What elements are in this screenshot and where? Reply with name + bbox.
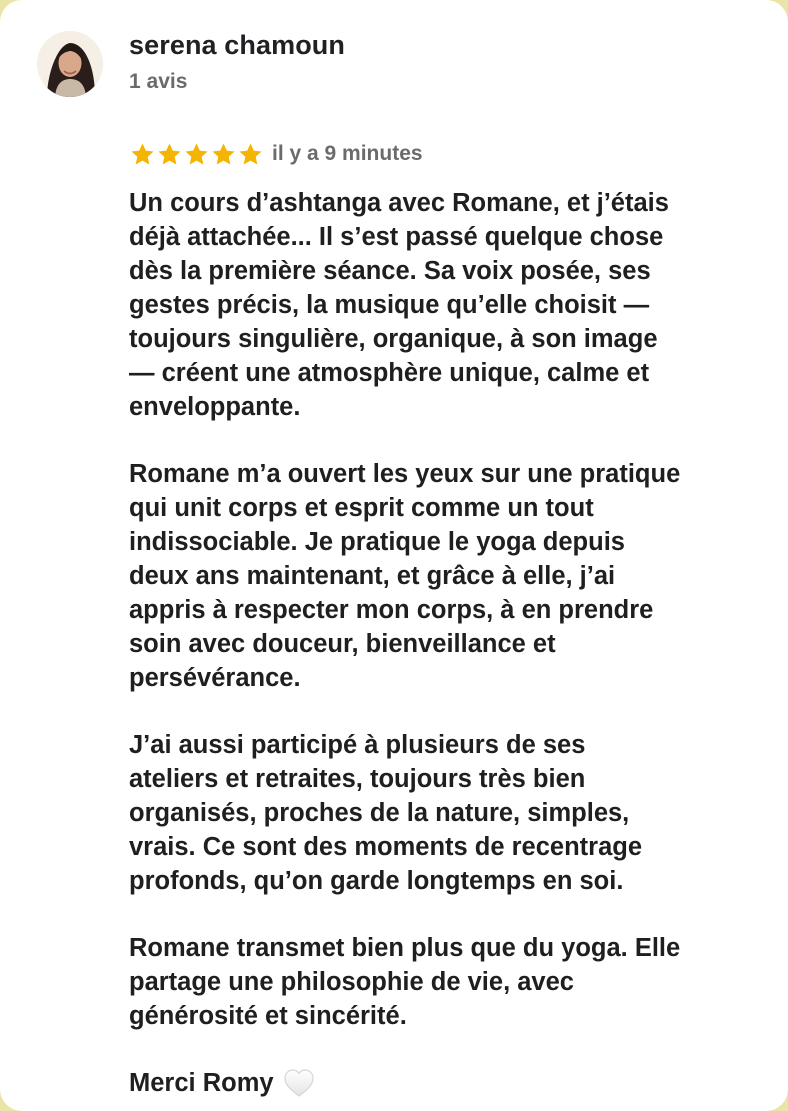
star-icon	[210, 141, 237, 168]
white-heart-icon	[282, 1066, 316, 1100]
star-icon	[129, 141, 156, 168]
closing-text: Merci Romy	[129, 1069, 274, 1097]
reviewer-name[interactable]: serena chamoun	[129, 30, 345, 60]
review-count: 1 avis	[129, 70, 188, 93]
rating-row	[129, 139, 423, 169]
star-rating	[129, 141, 264, 168]
review-paragraph: Un cours d’ashtanga avec Romane, et j’étais déjà attachée... Il s’est passé quelque chose dès la première séance. Sa voix posée, ses gestes précis, la musique qu’elle choisit — toujours singulière, organique, à son image — créent une atmosphère unique, calme et enveloppante.	[129, 189, 669, 421]
profile-photo-icon	[37, 31, 103, 97]
review-paragraph: Romane m’a ouvert les yeux sur une pratique qui unit corps et esprit comme un tout indissociable. Je pratique le yoga depuis deux ans maintenant, et grâce à elle, j’ai appris à respecter mon corps, à en prendre soin avec douceur, bienveillance et persévérance.	[129, 460, 681, 692]
star-icon	[237, 141, 264, 168]
review-text	[129, 186, 769, 1100]
avatar[interactable]	[37, 31, 103, 97]
review-timestamp: il y a 9 minutes	[272, 142, 423, 165]
review-paragraph: J’ai aussi participé à plusieurs de ses ateliers et retraites, toujours très bien organisés, proches de la nature, simples, vrais. Ce sont des moments de recentrage profonds, qu’on garde longtemps en soi.	[129, 731, 643, 895]
review-closing	[129, 1066, 769, 1100]
star-icon	[183, 141, 210, 168]
star-icon	[156, 141, 183, 168]
review-paragraph: Romane transmet bien plus que du yoga. Elle partage une philosophie de vie, avec générosité et sincérité.	[129, 934, 681, 1030]
